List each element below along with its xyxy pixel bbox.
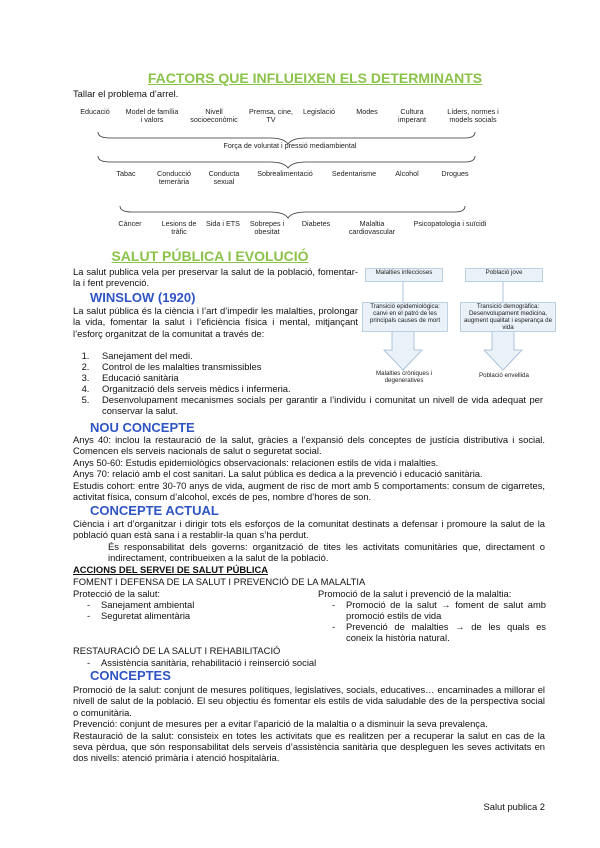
proteccio-item: - Seguretat alimentària: [73, 610, 303, 621]
promocio-column: [318, 588, 546, 643]
label-poblacio-envellida: Població envellida: [479, 372, 529, 379]
nou-line: Anys 50-60: Estudis epidemiològics observacionals: relacionen estils de vida i malalties.: [73, 456, 439, 468]
outcome-cardiovascular: Malaltia cardiovascular: [348, 219, 396, 237]
winslow-item: 5. Desenvolupament mecanismes socials per garantir a l’individu i comunitat un nivell de vida adequat per conservar la salut.: [92, 394, 543, 416]
page-footer: Salut publica 2: [483, 801, 545, 812]
nou-line: Estudis cohort: entre 30-70 anys de vida, augment de risc de mort amb 5 comportaments: consum de cigarretes, activitat física, consum d’alcohol, excés de pes, nombre d’hores de son.: [73, 479, 545, 503]
nou-concepte-body: [73, 434, 545, 502]
box-transicio-epidemiologica-label: Transició epidemiològica: canvi en el patró de les principals causes de mort: [369, 303, 441, 324]
outcome-lesions: Lesions de tràfic: [161, 219, 197, 237]
proteccio-column: [73, 588, 303, 621]
restauracio-heading: RESTAURACIÓ DE LA SALUT I REHABILITACIÓ: [73, 645, 281, 656]
outcome-psicopatologia: Psicopatologia i suïcidi: [413, 219, 487, 228]
determinants-tree: [70, 104, 510, 244]
root-liders: Líders, normes i models socials: [447, 107, 499, 125]
concepte-prevencio: Prevenció: conjunt de mesures per a evitar l’aparició de la malaltia o a disminuir la seva prevalença.: [73, 718, 488, 730]
winslow-item: 3. Educació sanitària: [92, 372, 543, 383]
concepte-promocio: Promoció de la salut: conjunt de mesures polítiques, legislatives, socials, educatives… encaminades a millorar el nivell de salut de la població. El seu objectiu és fomentar els estils de vida saludable des de la perspectiva social o comunitària.: [73, 684, 545, 718]
root-nivell-socioeconomic: Nivell socioeconòmic: [190, 107, 238, 125]
winslow-list: [73, 350, 543, 416]
outcome-sida: Sida i ETS: [206, 219, 240, 228]
root-modes: Modes: [356, 107, 378, 116]
promocio-label: Promoció de la salut i prevenció de la malaltia:: [318, 588, 512, 599]
outcome-diabetes: Diabetes: [301, 219, 331, 228]
behaviour-tabac: Tabac: [116, 169, 136, 178]
promocio-item: - Prevenció de malalties → de les quals es coneix la història natural.: [318, 621, 546, 643]
restauracio-item: - Assistència sanitària, rehabilitació i reinserció social: [73, 657, 373, 668]
behaviour-sobrealimentacio: Sobrealimentació: [257, 169, 313, 178]
winslow-item: 4. Organització dels serveis mèdics i infermeria.: [92, 383, 543, 394]
conceptes-body: [73, 684, 545, 764]
promocio-item: - Promoció de la salut → foment de salut amb promoció estils de vida: [318, 599, 546, 621]
root-legislacio: Legislació: [303, 107, 335, 116]
foment-heading: FOMENT I DEFENSA DE LA SALUT I PREVENCIÓ DE LA MALALTIA: [73, 576, 366, 587]
nou-line: Anys 70: relació amb el cost sanitari. La salut pública es dedica a la prevenció i educació sanitària.: [73, 468, 483, 480]
winslow-item: 1. Sanejament del medi.: [92, 350, 543, 361]
behaviour-conduccio: Conducció temerària: [157, 169, 191, 187]
tree-subtitle: Tallar el problema d’arrel.: [73, 88, 179, 99]
behaviour-alcohol: Alcohol: [395, 169, 419, 178]
nou-line: Anys 40: inclou la restauració de la salut, gràcies a l’expansió dels conceptes de justícia distributiva i social. Comencen els serveis nacionals de salut o seguretat social.: [73, 434, 545, 457]
conceptes-heading: CONCEPTES: [90, 668, 171, 683]
nou-concepte-heading: NOU CONCEPTE: [90, 420, 195, 435]
outcome-cancer: Càncer: [118, 219, 142, 228]
winslow-heading: WINSLOW (1920): [90, 290, 196, 305]
proteccio-label: Protecció de la salut:: [73, 588, 161, 599]
box-poblacio-jove-label: Població jove: [485, 269, 523, 276]
outcome-sobrepes: Sobrepes i obesitat: [249, 219, 285, 237]
concepte-actual-note: És responsabilitat dels governs: organització de tites les activitats comunitàries que, directament o indirectament, contribueixen a la salut de la població.: [108, 541, 545, 564]
concepte-actual-text: Ciència i art d’organitzar i dirigir tots els esforços de la comunitat destinats a defensar i promoure la salut de la població quan està sana i a restablir-la quan s’ha perdut.: [73, 518, 545, 541]
winslow-item: 2. Control de les malalties transmissibles: [92, 361, 543, 372]
intro-text: La salut publica vela per preservar la salut de la població, fomentar-la i fent prevenció.: [73, 266, 358, 289]
behaviour-sedentarisme: Sedentarisme: [331, 169, 377, 178]
restauracio-list: [73, 657, 373, 668]
root-model-familia: Model de família i valors: [125, 107, 179, 125]
section-title-salut-publica: SALUT PÚBLICA I EVOLUCIÓ: [111, 248, 309, 264]
box-poblacio-jove: [465, 268, 543, 282]
box-transicio-epidemiologica: [362, 302, 448, 332]
concepte-restauracio: Restauració de la salut: consisteix en totes les activitats que es realitzen per a recuperar la salut en cas de la seva pèrdua, que són responsabilitat dels serveis d’assistència sanitària que despleguen les seves activitats en dos nivells: atenció primària i atenció hospitalària.: [73, 729, 545, 764]
box-malalties-infeccioses-label: Malalties infeccioses: [375, 269, 433, 276]
box-transicio-demografica-label: Transició demogràfica: Desenvolupament medicina, augment qualitat i esperança de vida: [463, 303, 553, 331]
label-malalties-croniques: Malalties cròniques i degeneratives: [375, 370, 433, 384]
proteccio-item: - Sanejament ambiental: [73, 599, 303, 610]
force-label: Força de voluntat i pressió mediambiental: [223, 141, 357, 150]
box-transicio-demografica: [460, 302, 556, 332]
behaviour-conducta-sexual: Conducta sexual: [208, 169, 240, 187]
box-malalties-infeccioses: [365, 268, 443, 282]
root-premsa: Premsa, cine, TV: [249, 107, 293, 125]
concepte-actual-heading: CONCEPTE ACTUAL: [90, 503, 219, 518]
accions-heading: ACCIONS DEL SERVEI DE SALUT PÚBLICA: [73, 564, 268, 575]
section-title-factors: FACTORS QUE INFLUEIXEN ELS DETERMINANTS: [147, 70, 483, 86]
root-cultura: Cultura imperant: [398, 107, 426, 125]
winslow-definition: La salut pública és la ciència i l’art d’impedir les malalties, prolongar la vida, fomentar la salut i l’eficiència física i mental, mitjançant l’esforç organitzat de la comunitat a través de:: [73, 305, 358, 339]
behaviour-drogues: Drogues: [441, 169, 469, 178]
root-educacio: Educació: [80, 107, 110, 116]
